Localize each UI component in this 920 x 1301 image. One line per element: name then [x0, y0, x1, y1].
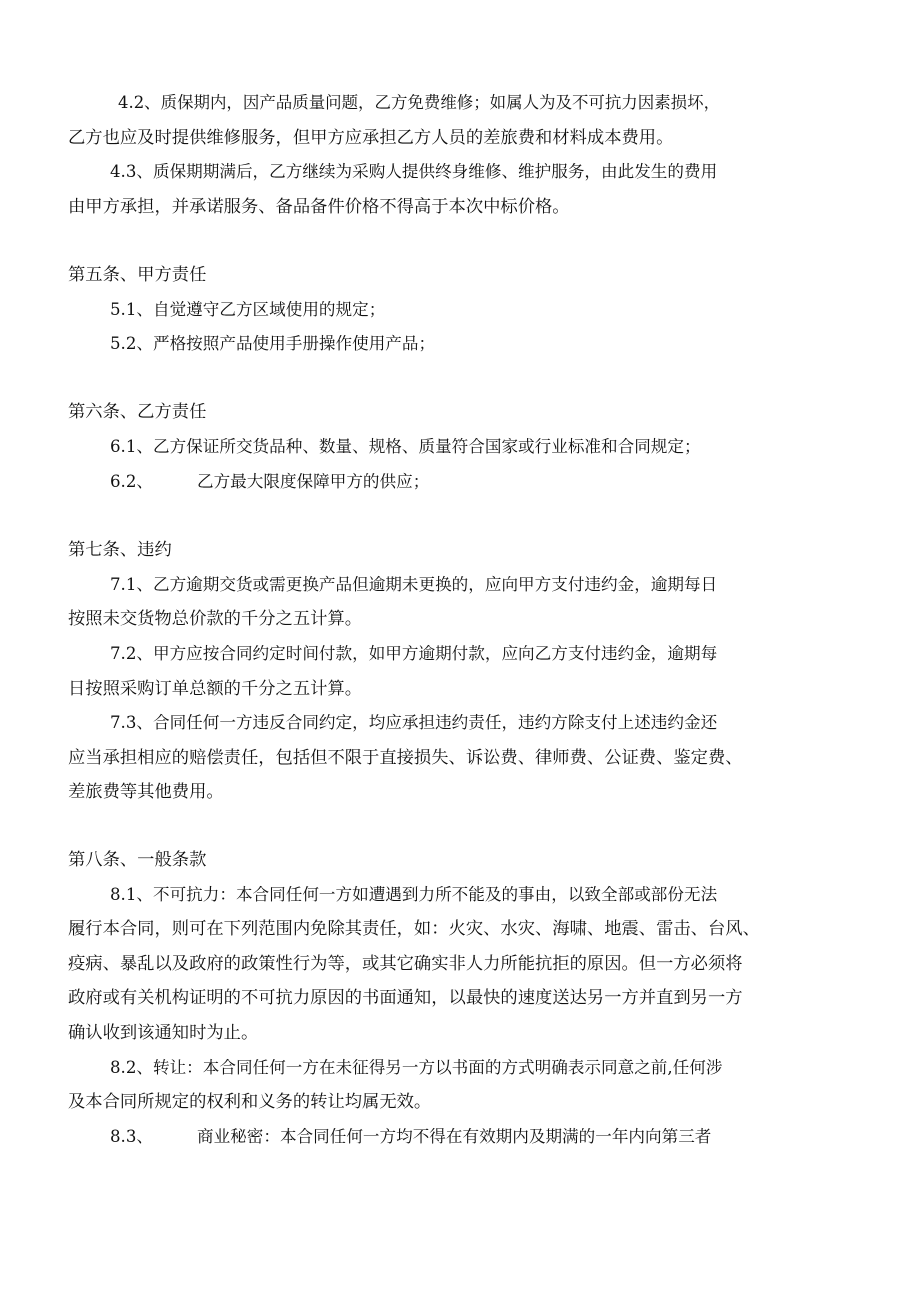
clause-4-2-line-1: 4.2、质保期内，因产品质量问题，乙方免费维修；如属人为及不可抗力因素损坏， [118, 93, 721, 112]
clause-8-1-line-2: 履行本合同，则可在下列范围内免除其责任，如：火灾、水灾、海啸、地震、雷击、台风、 [68, 919, 760, 939]
clause-8-2-line-1: 8.2、转让：本合同任何一方在未征得另一方以书面的方式明确表示同意之前,任何涉 [110, 1058, 723, 1077]
clause-7-1-line-2: 按照未交货物总价款的千分之五计算。 [68, 609, 363, 629]
clause-6-1: 6.1、乙方保证所交货品种、数量、规格、质量符合国家或行业标准和合同规定； [110, 437, 701, 456]
clause-7-3-line-2: 应当承担相应的赔偿责任，包括但不限于直接损失、诉讼费、律师费、公证费、鉴定费、 [68, 748, 743, 768]
clause-5-2: 5.2、严格按照产品使用手册操作使用产品； [110, 334, 436, 353]
clause-8-1-line-5: 确认收到该通知时为止。 [68, 1023, 259, 1043]
clause-8-3-number: 8.3、 [110, 1127, 153, 1146]
clause-8-3 [0, 1124, 920, 1150]
clause-7-2-line-2: 日按照采购订单总额的千分之五计算。 [68, 679, 363, 699]
clause-6-2 [0, 469, 920, 495]
clause-7-3-line-1: 7.3、合同任何一方违反合同约定，均应承担违约责任，违约方除支付上述违约金还 [110, 713, 718, 732]
clause-4-3-line-1: 4.3、质保期期满后，乙方继续为采购人提供终身维修、维护服务，由此发生的费用 [110, 162, 718, 181]
article-5-title: 第五条、甲方责任 [68, 265, 207, 285]
clause-8-3-text: 商业秘密：本合同任何一方均不得在有效期内及期满的一年内向第三者 [196, 1127, 712, 1146]
clause-8-1-line-1: 8.1、不可抗力：本合同任何一方如遭遇到力所不能及的事由，以致全部或部份无法 [110, 885, 718, 904]
clause-7-3-line-3: 差旅费等其他费用。 [68, 782, 224, 802]
article-7-title: 第七条、违约 [68, 540, 172, 560]
clause-8-1-line-3: 疫病、暴乱以及政府的政策性行为等，或其它确实非人力所能抗拒的原因。但一方必须将 [68, 954, 743, 974]
clause-8-2-line-2: 及本合同所规定的权利和义务的转让均属无效。 [68, 1092, 432, 1112]
clause-7-1-line-1: 7.1、乙方逾期交货或需更换产品但逾期未更换的，应向甲方支付违约金，逾期每日 [110, 575, 718, 594]
article-8-title: 第八条、一般条款 [68, 850, 207, 870]
clause-7-2-line-1: 7.2、甲方应按合同约定时间付款，如甲方逾期付款，应向乙方支付违约金，逾期每 [110, 644, 718, 663]
clause-4-3-line-2: 由甲方承担，并承诺服务、备品备件价格不得高于本次中标价格。 [68, 197, 570, 217]
clause-6-2-text: 乙方最大限度保障甲方的供应； [196, 472, 430, 491]
clause-4-2-line-2: 乙方也应及时提供维修服务，但甲方应承担乙方人员的差旅费和材料成本费用。 [68, 128, 674, 148]
article-6-title: 第六条、乙方责任 [68, 402, 207, 422]
clause-6-2-number: 6.2、 [110, 472, 153, 491]
clause-5-1: 5.1、自觉遵守乙方区域使用的规定； [110, 300, 386, 319]
clause-8-1-line-4: 政府或有关机构证明的不可抗力原因的书面通知，以最快的速度送达另一方并直到另一方 [68, 988, 743, 1008]
